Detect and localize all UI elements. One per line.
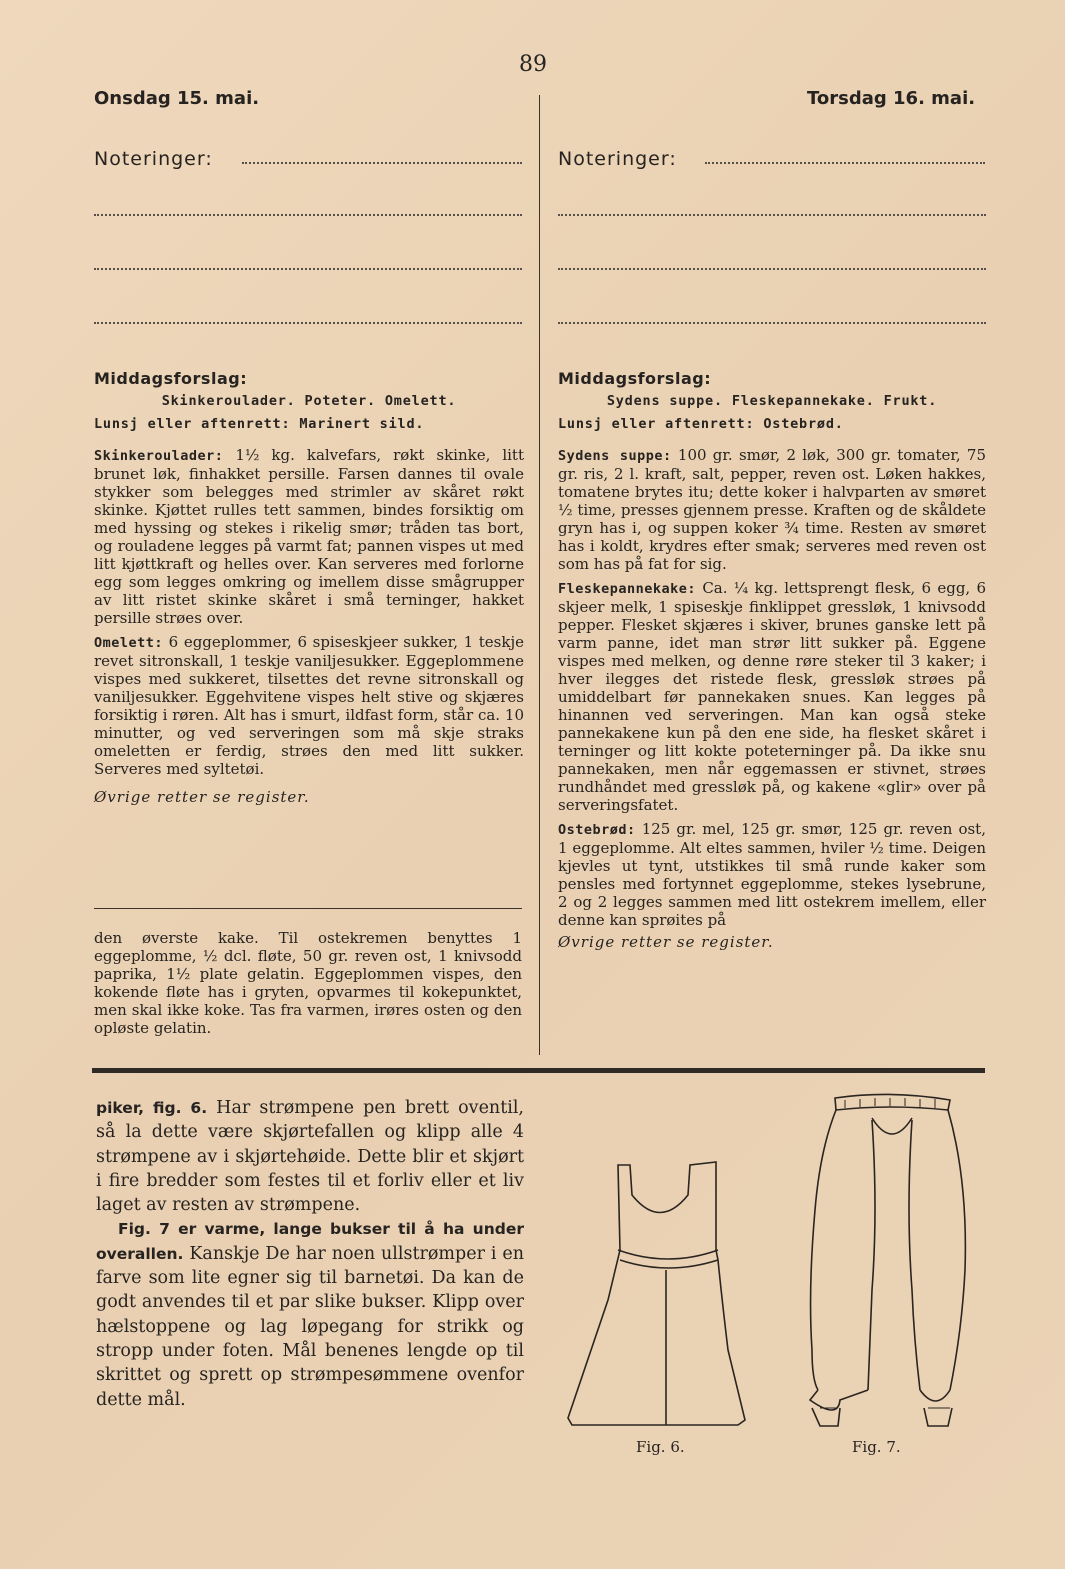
column-divider xyxy=(539,95,540,1055)
right-notes-line-1[interactable] xyxy=(705,162,985,164)
right-recipe-1-text: 100 gr. smør, 2 løk, 300 gr. tomater, 75 gr. ris, 2 l. kraft, salt, pepper, reven ost. Løken hakkes, tomatene brytes itu; dette koker i halvparten av smøret ½ time, presses gjennem presse. Kraften og de skåldete gryn has i, og suppen koker ¾ time. Resten av smøret has i koldt, krydres efter smak; serveres med reven ost som has på fat for sig. xyxy=(558,446,986,573)
left-ovrige-retter: Øvrige retter se register. xyxy=(94,788,310,806)
left-notes-line-2[interactable] xyxy=(94,214,522,216)
right-ovrige-retter: Øvrige retter se register. xyxy=(558,933,774,951)
fig6-label: Fig. 6. xyxy=(636,1438,685,1456)
left-recipe-column xyxy=(94,369,524,806)
bottom-paragraph-2 xyxy=(96,1217,524,1411)
left-menu-line-1: Skinkeroulader. Poteter. Omelett. xyxy=(161,393,457,409)
bottom-article xyxy=(96,1096,524,1412)
left-recipe-1-text: 1½ kg. kalvefars, røkt skinke, litt brunet løk, finhakket persille. Farsen dannes til ovale stykker som belegges med strimler av skåret røkt skinke. Kjøttet rulles tett sammen, bindes forsiktig om med hyssing og stekes i rikelig smør; tråden tas bort, og rouladene legges på varmt fat; pannen vispes ut med litt kjøttkraft og helles over. Kan serveres med forlorne egg som legges omkring og imellem disse smågrupper av litt ristet skinke skåret i små terninger, hakket persille strøes over. xyxy=(94,446,524,627)
bottom-p1-lead: piker, fig. 6. xyxy=(96,1099,208,1117)
fig7-trousers-illustration xyxy=(800,1090,980,1440)
left-notes-line-3[interactable] xyxy=(94,268,522,270)
left-continuation xyxy=(94,929,522,1037)
left-notes-line-4[interactable] xyxy=(94,322,522,324)
right-recipe-fleskepannekake xyxy=(558,579,986,814)
right-notes-line-3[interactable] xyxy=(558,268,986,270)
page-number: 89 xyxy=(519,52,547,77)
right-recipe-2-title: Fleskepannekake: xyxy=(558,581,697,597)
right-notes-line-4[interactable] xyxy=(558,322,986,324)
fig7-label: Fig. 7. xyxy=(852,1438,901,1456)
left-menu-line-2: Lunsj eller aftenrett: Marinert sild. xyxy=(94,416,425,432)
right-notes-line-2[interactable] xyxy=(558,214,986,216)
bottom-p2-text: Kanskje De har noen ullstrømper i en farve som lite egner sig til barnetøi. Da kan de godt anvendes til et par slike bukser. Klipp over hælstoppene og lag løpegang for strikk og stropp under foten. Mål benenes lengde op til skrittet og sprett op strømpesømmene ovenfor dette mål. xyxy=(96,1243,524,1410)
left-recipe-2-text: 6 eggeplommer, 6 spiseskjeer sukker, 1 teskje revet sitronskall, 1 teskje vaniljesukker. Eggeplommene vispes med sukkeret, tilsettes det revne sitronskall og vaniljesukker. Eggehvitene vispes helt stive og skjæres forsiktig i røren. Alt has i smurt, ildfast form, står ca. 10 minutter, og ved serveringen som må skje straks omeletten er ferdig, strøes den med litt sukker. Serveres med syltetøi. xyxy=(94,633,524,778)
right-notes-label: Noteringer: xyxy=(558,148,677,170)
right-recipe-3-text: 125 gr. mel, 125 gr. smør, 125 gr. reven ost, 1 eggeplomme. Alt eltes sammen, hviler ½ time. Deigen kjevles ut tynt, utstikkes til små runde kaker som pensles med fortynnet eggeplomme, stekes lysebrune, 2 og 2 legges sammen med litt ostekrem imellem, eller denne kan sprøites på xyxy=(558,820,986,929)
right-recipe-1-title: Sydens suppe: xyxy=(558,448,672,464)
bottom-paragraph-1 xyxy=(96,1096,524,1217)
right-recipe-sydens-suppe xyxy=(558,446,986,573)
left-recipe-skinkeroulader xyxy=(94,446,524,627)
bottom-p2-lead: Fig. 7 er varme, lange bukser til å ha under overallen. xyxy=(96,1220,524,1263)
bottom-p1-text: Har strømpene pen brett oventil, så la dette være skjørtefallen og klipp alle 4 strømpene av i skjørtehøide. Dette blir et skjørt i fire bredder som festes til et forliv eller et liv laget av resten av strømpene. xyxy=(96,1098,524,1216)
right-recipe-3-title: Ostebrød: xyxy=(558,822,636,838)
right-menu-line-2: Lunsj eller aftenrett: Ostebrød. xyxy=(558,416,844,432)
left-recipe-1-title: Skinkeroulader: xyxy=(94,448,224,464)
left-recipe-omelett xyxy=(94,633,524,778)
right-middag-label: Middagsforslag: xyxy=(558,369,712,388)
right-day-heading: Torsdag 16. mai. xyxy=(807,88,976,109)
right-recipe-ostebrod xyxy=(558,820,986,929)
left-continuation-text: den øverste kake. Til ostekremen benyttes 1 eggeplomme, ½ dcl. fløte, 50 gr. reven ost, 1 knivsodd paprika, 1½ plate gelatin. Eggeplommen vispes, den kokende fløte has i gryten, opvarmes til kokepunktet, men skal ikke koke. Tas fra varmen, irøres osten og den opløste gelatin. xyxy=(94,929,522,1037)
left-recipe-2-title: Omelett: xyxy=(94,635,164,651)
fig6-dress-illustration xyxy=(560,1150,785,1450)
left-middag-label: Middagsforslag: xyxy=(94,369,248,388)
right-recipe-column xyxy=(558,369,986,951)
left-separator xyxy=(94,908,522,909)
right-recipe-2-text: Ca. ¼ kg. lettsprengt flesk, 6 egg, 6 skjeer melk, 1 spiseskje finklippet gressløk, 1 knivsodd pepper. Flesket skjæres i skiver, brunes ganske lett på varm panne, idet man strør litt sukker på. Eggene vispes med melken, og denne røre steker til 3 kaker; i hver ilegges det ristede flesk, gressløk strøes på umiddelbart før pannekaken snues. Kan legges på hinannen ved serveringen. Man kan også steke pannekakene kun på den ene side, ha flesket skåret i terninger og litt kokte poteterninger på. Da ikke snu pannekaken, men når eggemassen er stivnet, strøes rundhåndet med gressløk på, og kakene «glir» over på serveringsfatet. xyxy=(558,579,986,814)
left-notes-line-1[interactable] xyxy=(242,162,522,164)
left-day-heading: Onsdag 15. mai. xyxy=(94,88,260,109)
section-band xyxy=(92,1068,985,1073)
left-notes-label: Noteringer: xyxy=(94,148,213,170)
right-menu-line-1: Sydens suppe. Fleskepannekake. Frukt. xyxy=(606,393,938,409)
